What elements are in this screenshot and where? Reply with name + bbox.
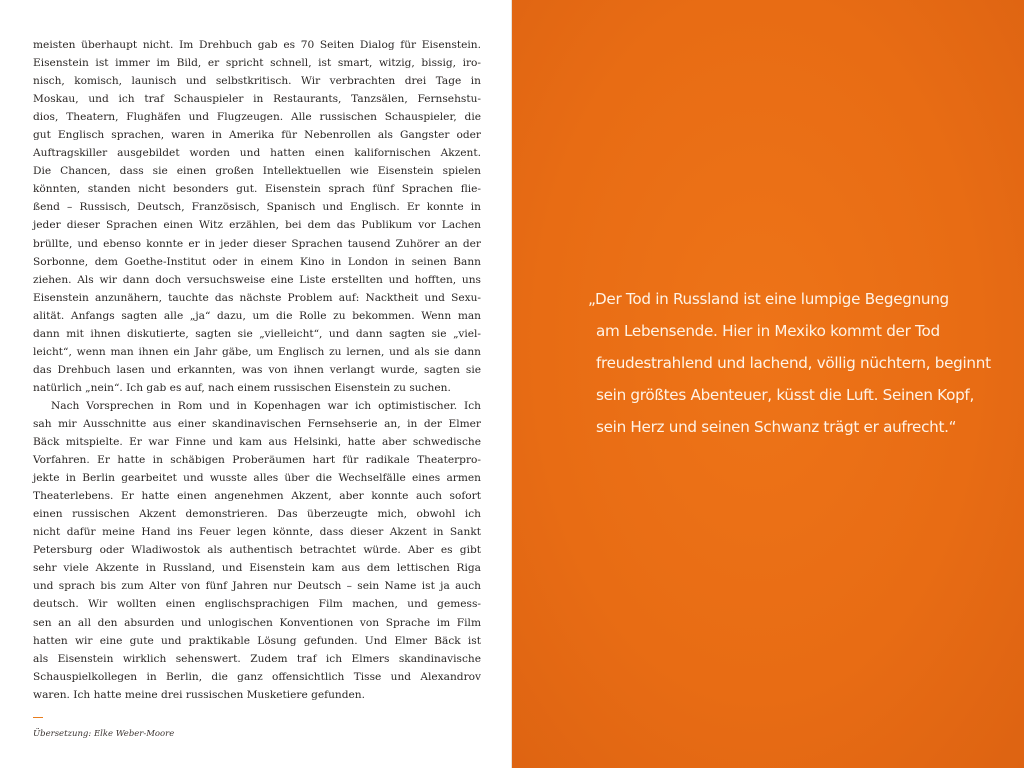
text-line: deutsch. Wir wollten einen englischsprachigen Film machen, und gemess-: [33, 598, 481, 611]
text-line: einen russischen Akzent demonstrieren. Das überzeugte mich, obwohl ich: [33, 508, 481, 521]
text-line: ziehen. Als wir dann doch versuchsweise eine Liste erstellten und hofften, uns: [33, 273, 481, 286]
text-line: sehr viele Akzente in Russland, und Eisenstein kam aus dem lettischen Riga: [33, 562, 481, 575]
text-line: dios, Theatern, Flughäfen und Flugzeugen. Alle russischen Schauspieler, die: [33, 111, 481, 124]
text-line: Sorbonne, dem Goethe-Institut oder in einem Kino in London in seinen Bann: [33, 255, 481, 268]
paragraph-1: [33, 36, 481, 397]
text-line: nicht dafür meine Hand ins Feuer legen könnte, dass dieser Akzent in Sankt: [33, 526, 481, 539]
text-line: Eisenstein ist immer im Bild, er spricht schnell, ist smart, witzig, bissig, iro-: [33, 57, 481, 70]
pull-quote: [588, 283, 991, 443]
text-line: Schauspielkollegen in Berlin, die ganz offensichtlich Tisse und Alexandrov: [33, 670, 481, 683]
text-line: sah mir Ausschnitte aus einer skandinavischen Fernsehserie an, in der Elmer: [33, 417, 481, 430]
text-line: als Eisenstein wirklich sehenswert. Zudem traf ich Elmers skandinavische: [33, 652, 481, 665]
text-line: jeder dieser Sprachen einen Witz erzählen, bei dem das Publikum vor Lachen: [33, 219, 481, 232]
text-line: Petersburg oder Wladiwostok als authentisch betrachtet würde. Aber es gibt: [33, 544, 481, 557]
text-line: sen an all den absurden und unlogischen Konventionen von Sprache im Film: [33, 616, 481, 629]
text-line: könnten, standen nicht besonders gut. Eisenstein sprach fünf Sprachen flie-: [33, 183, 481, 196]
text-line: alität. Anfangs sagten alle „ja“ dazu, um die Rolle zu bekommen. Wenn man: [33, 309, 481, 322]
text-line: Auftragskiller ausgebildet worden und hatten einen kalifornischen Akzent.: [33, 147, 481, 160]
paragraph-2: [33, 397, 481, 704]
orange-divider: [33, 717, 43, 718]
text-line: das Drehbuch lasen und erkannten, was von ihnen verlangt wurde, sagten sie: [33, 363, 481, 376]
text-line: Die Chancen, dass sie einen großen Intellektuellen wie Eisenstein spielen: [33, 165, 481, 178]
quote-line: „Der Tod in Russland ist eine lumpige Begegnung: [588, 290, 949, 308]
quote-line: am Lebensende. Hier in Mexiko kommt der Tod: [596, 322, 940, 340]
text-line: leicht“, wenn man ihnen ein Jahr gäbe, um Englisch zu lernen, und als sie dann: [33, 345, 481, 358]
body-text: [33, 36, 481, 704]
text-line: dann mit ihnen diskutierte, sagten sie „vielleicht“, und dann sagten sie „viel-: [33, 327, 481, 340]
text-line: Vorfahren. Er hatte in schäbigen Proberäumen hart für radikale Theaterpro-: [33, 454, 481, 467]
quote-line: sein größtes Abenteuer, küsst die Luft. Seinen Kopf,: [596, 386, 974, 404]
text-line: waren. Ich hatte meine drei russischen Musketiere gefunden.: [33, 688, 365, 701]
text-line: Bäck mitspielte. Er war Finne und kam aus Helsinki, hatte aber schwedische: [33, 436, 481, 449]
text-line: Moskau, und ich traf Schauspieler in Restaurants, Tanzsälen, Fernsehstu-: [33, 93, 481, 106]
text-line: ßend – Russisch, Deutsch, Französisch, Spanisch und Englisch. Er konnte in: [33, 201, 481, 214]
text-line: natürlich „nein“. Ich gab es auf, nach einem russischen Eisenstein zu suchen.: [33, 381, 451, 394]
text-line: gut Englisch sprachen, waren in Amerika für Nebenrollen als Gangster oder: [33, 129, 481, 142]
translator-credit: Übersetzung: Elke Weber-Moore: [33, 729, 175, 739]
quote-line: freudestrahlend und lachend, völlig nüchtern, beginnt: [596, 354, 991, 372]
quote-line: sein Herz und seinen Schwanz trägt er aufrecht.“: [596, 418, 957, 436]
text-line: jekte in Berlin gearbeitet und wusste alles über die Wechselfälle eines armen: [33, 472, 481, 485]
text-line: brüllte, und ebenso konnte er in jeder dieser Sprachen tausend Zuhörer an der: [33, 237, 481, 250]
text-line: meisten überhaupt nicht. Im Drehbuch gab es 70 Seiten Dialog für Eisenstein.: [33, 39, 481, 51]
text-line: Eisenstein anzunähern, tauchte das nächste Problem auf: Nacktheit und Sexu-: [33, 291, 481, 304]
text-line: Theaterlebens. Er hatte einen angenehmen Akzent, aber konnte auch sofort: [33, 490, 481, 503]
text-line: und sprach bis zum Alter von fünf Jahren nur Deutsch – sein Name ist ja auch: [33, 580, 481, 593]
text-line: hatten wir eine gute und praktikable Lösung gefunden. Und Elmer Bäck ist: [33, 634, 481, 647]
text-line: nisch, komisch, launisch und selbstkritisch. Wir verbrachten drei Tage in: [33, 75, 481, 88]
text-line: Nach Vorsprechen in Rom und in Kopenhagen war ich optimistischer. Ich: [51, 399, 481, 412]
right-page-quote-panel: [512, 0, 1024, 768]
